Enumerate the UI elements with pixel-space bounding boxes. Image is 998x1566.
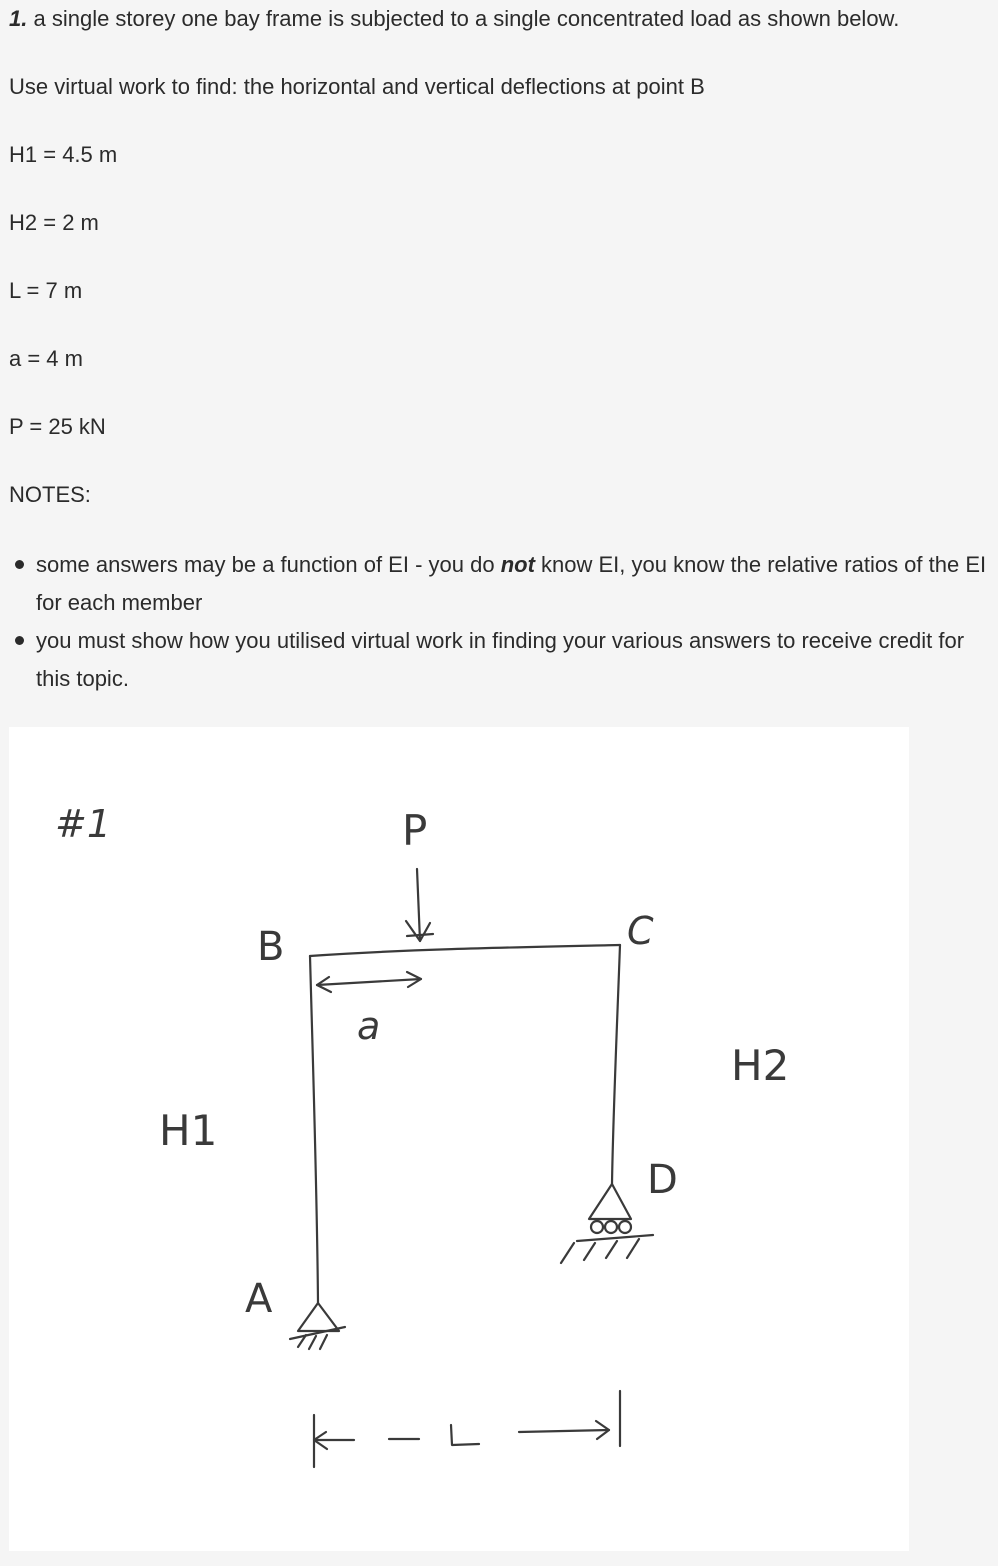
figure-id-label: #1 [55,802,112,846]
given-p: P = 25 kN [9,414,106,439]
column-ab [310,956,318,1303]
question-number: 1. [9,6,28,31]
dim-h2-label: H2 [731,1041,790,1090]
question-text: a single storey one bay frame is subjected to a single concentrated load as shown below. [33,6,900,31]
notes-heading: NOTES: [9,482,91,507]
frame-diagram-drawing [9,727,909,1551]
given-h1: H1 = 4.5 m [9,142,118,167]
dim-h1-label: H1 [159,1106,218,1155]
beam-bc [310,945,620,956]
pin-support-a [298,1303,339,1331]
note-item: some answers may be a function of EI - you do not know EI, you know the relative ratios of the EI for each member [36,546,998,622]
question-prompt [9,4,899,34]
note-emphasis: not [500,552,535,577]
dim-a-arrow [317,979,421,985]
load-label: P [402,806,428,855]
dim-a-label: a [357,1004,381,1048]
load-arrow [417,869,420,941]
point-d-label: D [647,1157,678,1203]
given-a: a = 4 m [9,346,83,371]
roller-support-d [589,1184,631,1219]
point-c-label: C [627,909,654,953]
dim-l-label: L [455,1428,478,1474]
point-a-label: A [245,1276,273,1322]
point-b-label: B [257,924,285,970]
given-l: L = 7 m [9,278,83,303]
note-item: you must show how you utilised virtual work in finding your various answers to receive credit for this topic. [36,622,998,698]
instruction-text: Use virtual work to find: the horizontal and vertical deflections at point B [9,74,705,99]
column-cd [612,945,620,1184]
notes-list [0,546,998,698]
given-h2: H2 = 2 m [9,210,99,235]
frame-diagram [9,727,909,1551]
